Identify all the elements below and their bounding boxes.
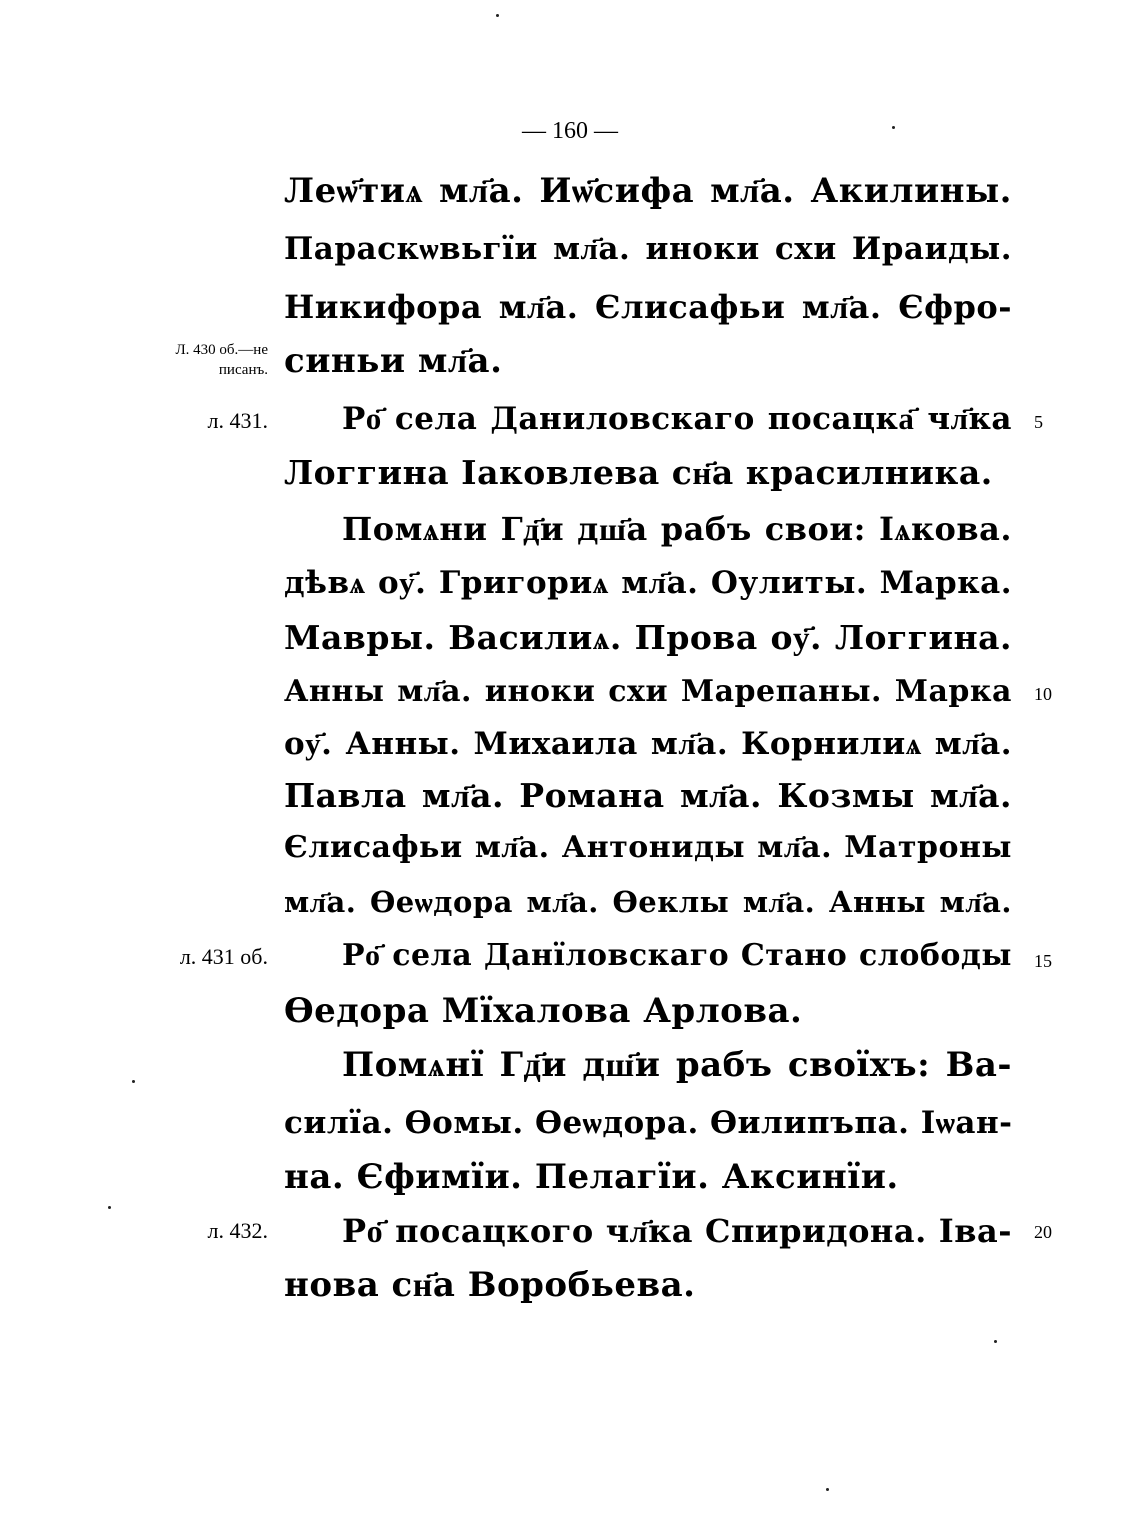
line-number-20: 20 xyxy=(1034,1222,1052,1242)
text-line-5: Ро҃ села Даниловскаго посацка҃ чл҃ка xyxy=(342,401,1012,437)
line-number-15: 15 xyxy=(1034,951,1052,971)
scan-speck xyxy=(132,1080,135,1083)
scan-speck xyxy=(994,1340,997,1343)
scan-speck xyxy=(826,1488,829,1491)
scan-speck xyxy=(496,14,499,17)
margin-note-folio-431v: л. 431 об. xyxy=(179,944,268,969)
line-number-10: 10 xyxy=(1034,684,1052,704)
text-line-12: Павла мл҃а. Романа мл҃а. Козмы мл҃а. xyxy=(284,776,1012,815)
text-line-19: на. Єфимїи. Пелагїи. Аксинїи. xyxy=(284,1157,899,1197)
margin-note-folio-432: л. 432. xyxy=(207,1218,268,1243)
text-line-18: силїа. Ѳомы. Ѳеѡдора. Ѳилипъпа. Іѡан- xyxy=(284,1105,1013,1141)
text-line-11: оу҃. Анны. Михаила мл҃а. Корнилиѧ мл҃а. xyxy=(284,726,1012,762)
text-line-14: мл҃а. Ѳеѡдора мл҃а. Ѳеклы мл҃а. Анны мл҃а. xyxy=(284,885,1012,919)
text-line-3: Никифора мл҃а. Єлисафьи мл҃а. Єфро- xyxy=(284,288,1012,326)
text-line-4: синьи мл҃а. xyxy=(284,341,503,381)
text-line-16: Ѳедора Мїхалова Арлова. xyxy=(284,991,803,1031)
text-line-2: Параскѡвьгїи мл҃а. иноки схи Ираиды. xyxy=(284,231,1012,267)
text-line-6: Логгина Іаковлева сн҃а красилника. xyxy=(284,453,993,492)
text-line-7: Помѧни Гд҃и дш҃а рабъ свои: Іѧкова. xyxy=(342,510,1012,548)
scan-speck xyxy=(108,1206,111,1209)
text-line-17: Помѧнї Гд҃и дш҃и рабъ своїхъ: Ва- xyxy=(342,1045,1012,1085)
text-line-10: Анны мл҃а. иноки схи Марепаны. Марка xyxy=(284,674,1012,709)
margin-note-folio-430v: Л. 430 об.—не писанъ. xyxy=(175,342,268,378)
text-line-1: Леѡ҃тиѧ мл҃а. Иѡ҃сифа мл҃а. Акилины. xyxy=(284,171,1012,211)
text-line-13: Єлисафьи мл҃а. Антониды мл҃а. Матроны xyxy=(284,830,1012,865)
text-line-15: Ро҃ села Данїловскаго Стано слободы xyxy=(342,938,1012,973)
scan-speck xyxy=(892,126,895,129)
text-line-9: Мавры. Василиѧ. Прова оу҃. Логгина. xyxy=(284,618,1012,657)
text-line-21: нова сн҃а Воробьева. xyxy=(284,1265,696,1305)
margin-note-folio-431: л. 431. xyxy=(207,408,268,433)
text-line-20: Ро҃ посацкого чл҃ка Спиридона. Іва- xyxy=(342,1212,1012,1250)
text-line-8: дѣвѧ оу҃. Григориѧ мл҃а. Оулиты. Марка. xyxy=(284,565,1012,601)
line-number-5: 5 xyxy=(1034,412,1043,432)
page-number: — 160 — xyxy=(522,118,618,144)
